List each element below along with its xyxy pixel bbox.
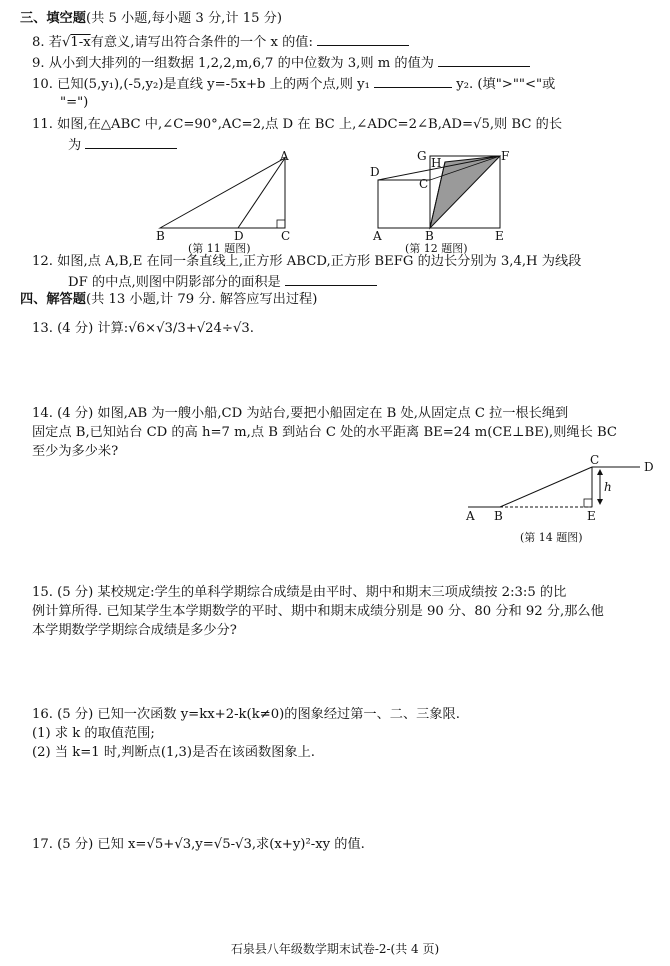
section3-title: 三、填空题: [20, 11, 86, 26]
section4-title: 四、解答题: [20, 292, 86, 307]
q8-radicand: 1-x: [70, 35, 91, 50]
figure-12: [365, 148, 525, 256]
question-10-line-1: [32, 74, 555, 94]
question-16-line-3: (2) 当 k=1 时,判断点(1,3)是否在该函数图象上.: [32, 745, 315, 760]
fig12-label-h: H: [431, 156, 442, 170]
question-16-line-1: 16. (5 分) 已知一次函数 y=kx+2-k(k≠0)的图象经过第一、二、三象限.: [32, 707, 460, 722]
fig14-label-a: A: [466, 509, 475, 523]
q8-text-b: 有意义,请写出符合条件的一个 x 的值:: [90, 35, 313, 50]
fig14-label-c: C: [590, 455, 600, 467]
answer-blank-q10[interactable]: [374, 74, 452, 88]
figure-11: [150, 148, 310, 256]
section3-heading: [20, 10, 282, 28]
fig11-label-a: A: [280, 149, 289, 163]
sqrt-symbol: √: [61, 35, 71, 50]
section4-note: (共 13 小题,计 79 分. 解答应写出过程): [85, 292, 318, 307]
question-16-line-2: (1) 求 k 的取值范围;: [32, 726, 155, 741]
fig14-label-h: h: [604, 480, 612, 494]
q10-text-a: 10. 已知(5,y₁),(-5,y₂)是直线 y=-5x+b 上的两个点,则 y₁: [32, 77, 370, 92]
answer-blank-q8[interactable]: [317, 32, 409, 46]
question-14-line-3: 至少为多少米?: [32, 444, 119, 459]
fig11-label-d: D: [234, 229, 244, 243]
fig12-label-c: C: [419, 177, 429, 191]
page-footer: 石泉县八年级数学期末试卷-2-(共 4 页): [230, 942, 440, 956]
question-13: 13. (4 分) 计算:√6×√3/3+√24÷√3.: [32, 321, 254, 336]
question-17: 17. (5 分) 已知 x=√5+√3,y=√5-√3,求(x+y)²-xy 的值.: [32, 837, 365, 852]
fig14-label-b: B: [494, 509, 503, 523]
question-9: [32, 53, 530, 73]
question-14-line-2: 固定点 B,已知站台 CD 的高 h=7 m,点 B 到站台 C 处的水平距离 BE=24 m(CE⊥BE),则绳长 BC: [32, 425, 617, 440]
question-12-line-1: 12. 如图,点 A,B,E 在同一条直线上,正方形 ABCD,正方形 BEFG 的边长分别为 3,4,H 为线段: [32, 254, 582, 269]
answer-blank-q12[interactable]: [285, 272, 377, 286]
fig14-label-e: E: [587, 509, 596, 523]
fig12-label-g: G: [417, 149, 427, 163]
fig12-label-f: F: [501, 149, 510, 163]
fig12-label-b: B: [425, 229, 434, 243]
answer-blank-q11[interactable]: [85, 135, 177, 149]
fig11-label-c: C: [281, 229, 291, 243]
fig12-label-e: E: [495, 229, 504, 243]
q12-text-b: DF 的中点,则图中阴影部分的面积是: [68, 275, 281, 290]
question-8: [32, 32, 409, 52]
fig14-label-d: D: [644, 460, 654, 474]
fig11-caption: (第 11 题图): [188, 242, 251, 255]
q11-text-b: 为: [68, 138, 82, 153]
question-12-line-2: [68, 272, 377, 292]
question-15-line-1: 15. (5 分) 某校规定:学生的单科学期综合成绩是由平时、期中和期末三项成绩按 2:3:5 的比: [32, 585, 567, 600]
figure-14: [460, 455, 660, 550]
section3-note: (共 5 小题,每小题 3 分,计 15 分): [85, 11, 283, 26]
q9-text: 9. 从小到大排列的一组数据 1,2,2,m,6,7 的中位数为 3,则 m 的值为: [32, 56, 434, 71]
question-14-line-1: 14. (4 分) 如图,AB 为一艘小船,CD 为站台,要把小船固定在 B 处,从固定点 C 拉一根长绳到: [32, 406, 569, 421]
q10-text-b: y₂. (填">""<"或: [456, 77, 556, 92]
question-11-line-1: 11. 如图,在△ABC 中,∠C=90°,AC=2,点 D 在 BC 上,∠ADC=2∠B,AD=√5,则 BC 的长: [32, 117, 563, 132]
fig12-label-a: A: [373, 229, 382, 243]
fig14-caption: (第 14 题图): [520, 531, 583, 544]
fig12-caption: (第 12 题图): [405, 242, 468, 255]
question-10-line-2: "="): [60, 95, 89, 110]
question-15-line-3: 本学期数学学期综合成绩是多少分?: [32, 623, 237, 638]
fig11-label-b: B: [156, 229, 165, 243]
answer-blank-q9[interactable]: [438, 53, 530, 67]
question-15-line-2: 例计算所得. 已知某学生本学期数学的平时、期中和期末成绩分别是 90 分、80 分和 92 分,那么他: [32, 604, 604, 619]
q8-text-a: 8. 若: [32, 35, 62, 50]
fig12-label-d: D: [370, 165, 380, 179]
section4-heading: [20, 291, 317, 309]
